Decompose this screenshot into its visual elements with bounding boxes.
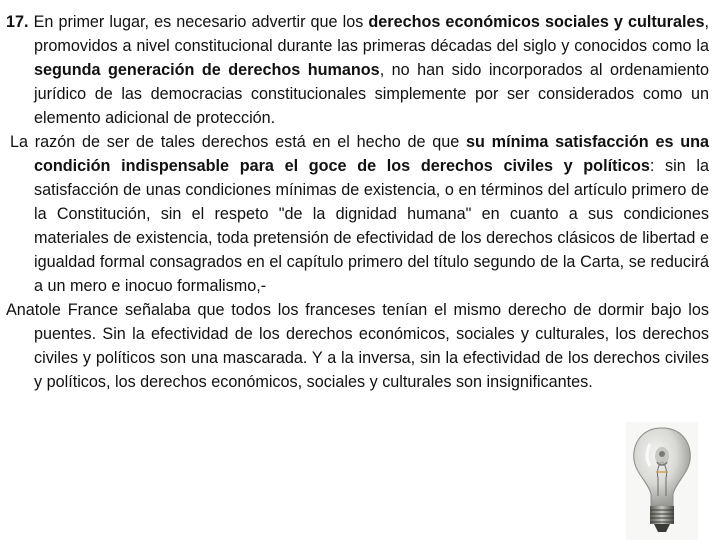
paragraph-2 xyxy=(6,130,709,298)
text-segment: , no han sido incorporados al ordenamiento jurídico de las democracias constitucionales simplemente por ser considerados como un elemento adicional de protección. xyxy=(34,61,709,127)
bold-phrase: segunda generación de derechos humanos xyxy=(34,61,380,79)
text-segment: La razón de ser de tales derechos está en el hecho de que xyxy=(10,133,467,151)
bold-phrase: su mínima satisfacción es una condición indispensable para el goce de los derechos civiles y políticos xyxy=(34,133,709,175)
paragraph-number: 17. xyxy=(6,13,29,31)
bold-phrase: derechos económicos sociales y culturales xyxy=(368,13,705,31)
lightbulb-icon xyxy=(626,422,698,540)
paragraph-1 xyxy=(6,10,709,130)
text-segment: , promovidos a nivel constitucional durante las primeras décadas del siglo y conocidos como la xyxy=(34,13,709,55)
text-segment: : sin la satisfacción de unas condiciones mínimas de existencia, o en términos del artículo primero de la Constitución, sin el respeto "de la dignidad humana" en cuanto a sus condiciones materiales de existencia, toda pretensión de efectividad de los derechos clásicos de libertad e igualdad formal consagrados en el capítulo primero del título segundo de la Carta, se reducirá a un mero e inocuo formalismo,- xyxy=(34,157,709,295)
text-segment: En primer lugar, es necesario advertir que los xyxy=(28,13,369,31)
document-body xyxy=(6,10,709,394)
paragraph-3 xyxy=(6,298,709,394)
text-segment: Anatole France señalaba que todos los franceses tenían el mismo derecho de dormir bajo los puentes. Sin la efectividad de los derechos económicos, sociales y culturales, los derechos civiles y políticos son una mascarada. Y a la inversa, sin la efectividad de los derechos civiles y políticos, los derechos económicos, sociales y culturales son insignificantes. xyxy=(6,301,709,391)
